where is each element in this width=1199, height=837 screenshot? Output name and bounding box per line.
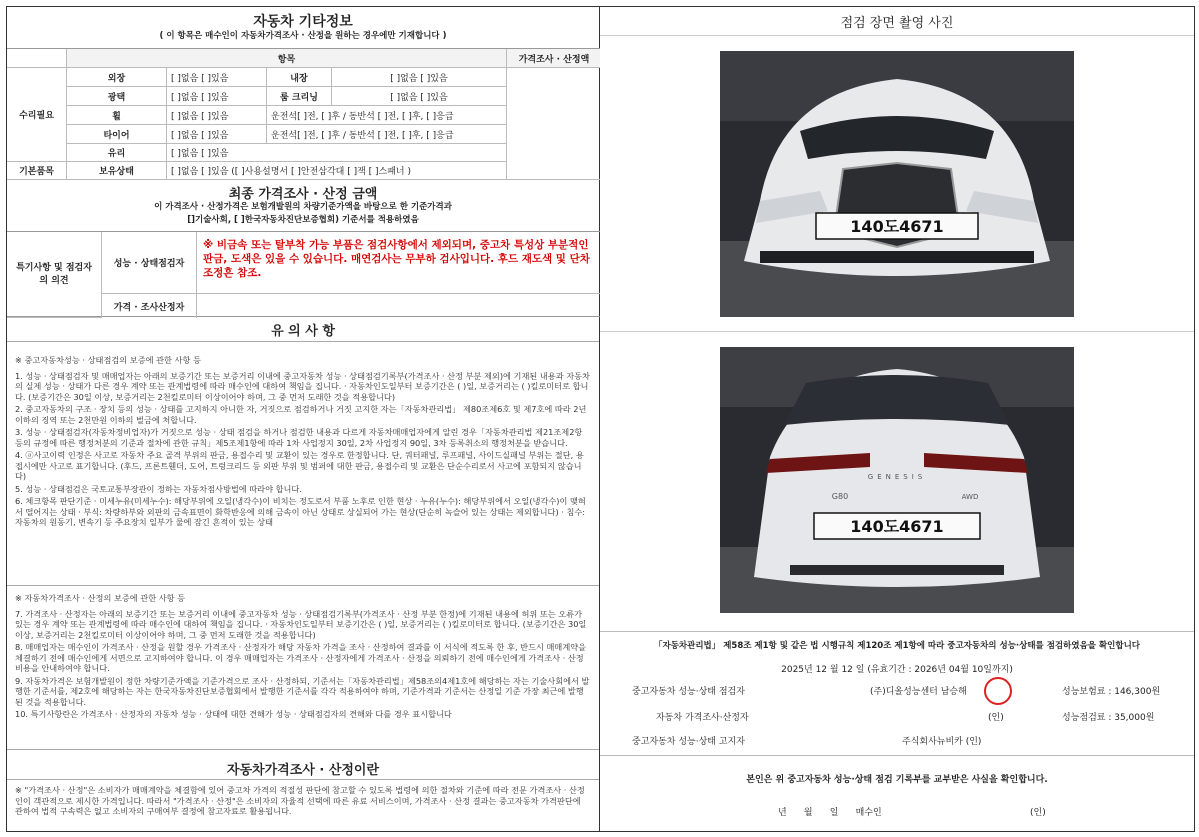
- divider: [600, 35, 1194, 36]
- divider: [7, 585, 599, 586]
- rear-photo: [720, 347, 1074, 613]
- front-plate-text: 140도4671: [850, 217, 944, 236]
- row-value2: [ ]없음 [ ]있음: [332, 87, 507, 106]
- table-corner: [7, 49, 67, 68]
- table-header-price: 가격조사 · 산정액: [507, 49, 601, 68]
- opinion-label: 특기사항 및 점검자의 의견: [7, 232, 102, 318]
- divider: [7, 749, 599, 750]
- price-notice-item: 10. 특기사항란은 가격조사 · 산정자의 자동차 성능 · 상태에 대한 견해가 성능 · 상태점검자의 견해와 다를 경우 표시합니다: [15, 709, 452, 719]
- front-photo: [720, 51, 1074, 317]
- divider: [600, 631, 1194, 632]
- price-notice-item: 7. 가격조사 · 산정자는 아래의 보증기간 또는 보증거리 이내에 중고자동차 성능 · 상태점검기록부(가격조사 · 산정 부분 한정)에 기재된 내용에 허위 또는 오류가 있는 경우 계약 또는 관계법령에 따라 매수인에 대하여 책임을 집니다. · 자동차인도일부터 보증기간은 ( )일, 보증거리는 ( )킬로미터로 합니다. (보증기간은 30일 이상, 보증거리는 2천킬로미터 이상이어야 하며, 그 중 먼저 도래한 것을 적용합니다): [15, 608, 587, 640]
- inspector-label: 중고자동차 성능·상태 점검자: [632, 687, 745, 697]
- final-desc-2: []기술사회, [ ]한국자동차진단보증협회) 기준서를 적용하였음: [187, 215, 419, 225]
- rear-car-illustration: [720, 347, 1074, 613]
- row-name2: 룸 크리닝: [267, 87, 332, 106]
- rear-model-text: G80: [831, 492, 849, 501]
- notice-item: 1. 성능 · 상태점검자 및 매매업자는 아래의 보증기간 또는 보증거리 이내에 중고자동차 성능 · 상태점검기록부(가격조사 · 산정 부분 제외)에 기재된 내용과 자동차의 실제 성능 · 상태가 다른 경우 계약 또는 관계법령에 따라 매수인에 대하여 책임을 집니다. · 자동차인도일부터 보증기간은 ( )일, 보증거리는 ( )킬로미터로 합니다. (보증기간은 30일 이상, 보증거리는 2천킬로미터 이상이어야 하며, 그 중 먼저 도래한 것을 적용합니다): [15, 370, 590, 402]
- notice-item: 3. 성능 · 상태점검자(자동차정비업자)가 거짓으로 성능 · 상태 점검을 하거나 점검한 내용과 다르게 자동차매매업자에게 알린 경우「자동차관리법 제21조제2항 등의 규정에 따른 행정처분의 기준과 절차에 관한 규칙」제5조제1항에 따라 1차 사업정지 30일, 2차 사업정지 90일, 3차 등록취소의 행정처분을 받습니다.: [15, 427, 583, 448]
- basic-value: [ ]없음 [ ]있음 ([ ]사용설명서 [ ]안전삼각대 [ ]잭 [ ]스패너 ): [167, 162, 507, 180]
- appraisal-title: 자동차가격조사 · 산정이란: [226, 763, 380, 778]
- fee-1: 성능보험료 : 146,300원: [1062, 687, 1161, 697]
- notice-title: 유 의 사 항: [271, 324, 335, 339]
- notice-item: 5. 성능 · 상태점검은 국토교통부장관이 정하는 자동차점사방법에 따라야 합니다.: [15, 483, 302, 494]
- row-name2: 내장: [267, 68, 332, 87]
- appraisal-text: ※ "가격조사 · 산정"은 소비자가 매매계약을 체결함에 있어 중고차 가격의 적절성 판단에 참고할 수 있도록 법령에 의한 절차와 기준에 따라 전문 가격조사 · 산정인이 객관적으로 제시한 가격입니다. 따라서 "가격조사 · 산정"은 소비자의 자율적 선택에 따른 유료 서비스이며, 가격조사 · 산정 결과는 중고자동차 가격판단에 관하여 법적 구속력은 없고 소비자의 구매여부 결정에 참고자료로 활용됩니다.: [15, 785, 585, 816]
- row-name: 광택: [67, 87, 167, 106]
- price-notice-item: 8. 매매업자는 매수인이 가격조사 · 산정을 원할 경우 가격조사 · 산정자가 해당 자동차 가격을 조사 · 산정하여 결과를 이 서식에 적도록 한 후, 반드시 매매계약을 체결하기 전에 매수인에게 서면으로 고지하여야 합니다. 이 경우 매매업자는 가격조사 · 산정자에게 가격조사 · 산정을 의뢰하기 전에 매수인에게 가격조사 · 산정 비용을 안내하여야 합니다.: [15, 642, 587, 673]
- rear-brand-text: GENESIS: [867, 473, 927, 481]
- appraiser-in: (인): [988, 713, 1004, 723]
- opinion-table: [7, 231, 601, 317]
- notice-item: 6. 체크항목 판단기준 · 미세누유(미세누수): 해당부위에 오일(냉각수)이 비치는 정도로서 부품 노후로 인한 현상 · 누유(누수): 해당부위에서 오일(냉각수)이 맺혀서 떨어지는 상태 · 부식: 차량하부와 외판의 금속표면이 화학반응에 의해 금속이 아닌 상태로 상실되어 가는 현상(단순히 녹슬어 있는 상태는 제외합니다) · 침수: 자동차의 원동기, 변속기 등 주요장치 일부가 물에 잠긴 흔적이 있는 상태: [15, 496, 586, 527]
- confirm-text: 「자동차관리법」 제58조 제1항 및 같은 법 시행규칙 제120조 제1항에 따라 중고자동차의 성능·상태를 점검하였음을 확인합니다: [653, 641, 1141, 651]
- left-panel: [6, 6, 600, 832]
- row-name: 타이어: [67, 125, 167, 144]
- inspector-name: (주)디올성능센터 남승해: [870, 687, 967, 697]
- row-name: 외장: [67, 68, 167, 87]
- notice-item: 2. 중고자동차의 구조 · 장치 등의 성능 · 상태를 고지하지 아니한 자, 거짓으로 점검하거나 거짓 고지한 자는「자동차관리법」 제80조제6호 및 제7호에 따라 2년 이하의 징역 또는 2천만원 이하의 벌금에 처합니다.: [15, 404, 587, 425]
- repair-label: 수리필요: [7, 68, 67, 162]
- etc-info-subtitle: ( 이 항목은 매수인이 자동차가격조사 · 산정을 원하는 경우에만 기재합니다 ): [159, 31, 447, 41]
- row-value: [ ]없음 [ ]있음: [167, 106, 267, 125]
- notice-item: 4. ⓐ사고이력 인정은 사고로 자동차 주요 골격 부위의 판금, 용접수리 및 교환이 있는 경우로 한정합니다. 단, 쿼터패널, 루프패널, 사이드실패널 부위는 절단, 용접시에만 사고로 표기합니다. (후드, 프론트휀더, 도어, 트렁크리드 등 외판 부위 및 범퍼에 대한 판금, 용접수리 및 교환은 단순수리로서 사고에 포함되지 않습니다): [15, 450, 584, 481]
- fee-2: 성능점검료 : 35,000원: [1062, 713, 1155, 723]
- perf-label: 성능 · 상태점검자: [102, 232, 197, 294]
- appraiser-label: 자동차 가격조사·산정자: [656, 713, 749, 723]
- row-value2: 운전석[ ]전, [ ]후 / 동반석 [ ]전, [ ]후, [ ]응급: [267, 106, 507, 125]
- perf-note: ※ 비금속 또는 탈부착 가능 부품은 점검사항에서 제외되며, 중고차 특성상 부분적인 판금, 도색은 있을 수 있습니다. 매연검사는 무부하 검사입니다. 후드 재도색 및 단차조정흔 참조.: [203, 239, 590, 279]
- receipt-text: 본인은 위 중고자동차 성능·상태 점검 기록부를 교부받은 사실을 확인합니다.: [746, 775, 1048, 785]
- basic-name: 보유상태: [67, 162, 167, 180]
- row-value: [ ]없음 [ ]있음: [167, 68, 267, 87]
- divider: [600, 755, 1194, 756]
- notifier-name: 주식회사뉴비카 (인): [902, 737, 982, 747]
- price-notice-body: [15, 593, 591, 722]
- etc-info-table: [7, 48, 601, 179]
- row-name: 유리: [67, 144, 167, 162]
- row-value: [ ]없음 [ ]있음: [167, 87, 267, 106]
- row-value2: [ ]없음 [ ]있음: [332, 68, 507, 87]
- price-value-cell: [197, 294, 601, 318]
- table-header-item: 항목: [67, 49, 507, 68]
- price-cell: [507, 68, 601, 180]
- final-title: 최종 가격조사 · 산정 금액: [228, 187, 378, 202]
- front-car-illustration: [720, 51, 1074, 317]
- buyer-line: 년 월 일 매수인: [778, 808, 882, 818]
- photo-section-title: 점검 장면 촬영 사진: [840, 16, 954, 31]
- confirm-date: 2025년 12 월 12 일 (유효기간 : 2026년 04월 10일까지): [781, 665, 1013, 675]
- row-name: 휠: [67, 106, 167, 125]
- right-panel: [600, 6, 1195, 832]
- notice-body: [15, 355, 591, 530]
- price-label: 가격 · 조사산정자: [102, 294, 197, 318]
- divider: [7, 341, 599, 342]
- row-value2: 운전석[ ]전, [ ]후 / 동반석 [ ]전, [ ]후, [ ]응급: [267, 125, 507, 144]
- basic-label: 기본품목: [7, 162, 67, 180]
- price-intro: ※ 자동차가격조사 · 산정의 보증에 관한 사항 등: [15, 593, 186, 603]
- price-notice-item: 9. 자동차가격은 보험개발원이 정한 차량기준가액을 기준가격으로 조사 · 산정하되, 기준서는「자동차관리법」제58조의4제1호에 해당하는 자는 기술사회에서 발행한 기준서를, 제2호에 해당하는 자는 한국자동차진단보증협회에서 발행한 기준서를 각각 적용하여야 하며, 기준가격과 기준서는 산정일 기준 가장 최근에 발행된 것을 적용합니다.: [15, 675, 590, 707]
- row-value: [ ]없음 [ ]있음: [167, 144, 507, 162]
- rear-awd-text: AWD: [961, 493, 979, 501]
- notifier-label: 중고자동차 성능·상태 고지자: [632, 737, 745, 747]
- perf-note-cell: [197, 232, 601, 294]
- buyer-in: (인): [1030, 808, 1046, 818]
- divider: [7, 779, 599, 780]
- etc-info-title: 자동차 기타정보: [253, 14, 353, 30]
- notice-intro: ※ 중고자동차성능 · 상태점검의 보증에 관한 사항 등: [15, 355, 201, 365]
- final-desc-1: 이 가격조사 · 산정가격은 보험개발원의 차량기준가액을 바탕으로 한 기준가격과: [154, 202, 452, 212]
- rear-plate-text: 140도4671: [850, 517, 944, 536]
- divider: [600, 331, 1194, 332]
- row-value: [ ]없음 [ ]있음: [167, 125, 267, 144]
- seal-stamp: [984, 677, 1012, 705]
